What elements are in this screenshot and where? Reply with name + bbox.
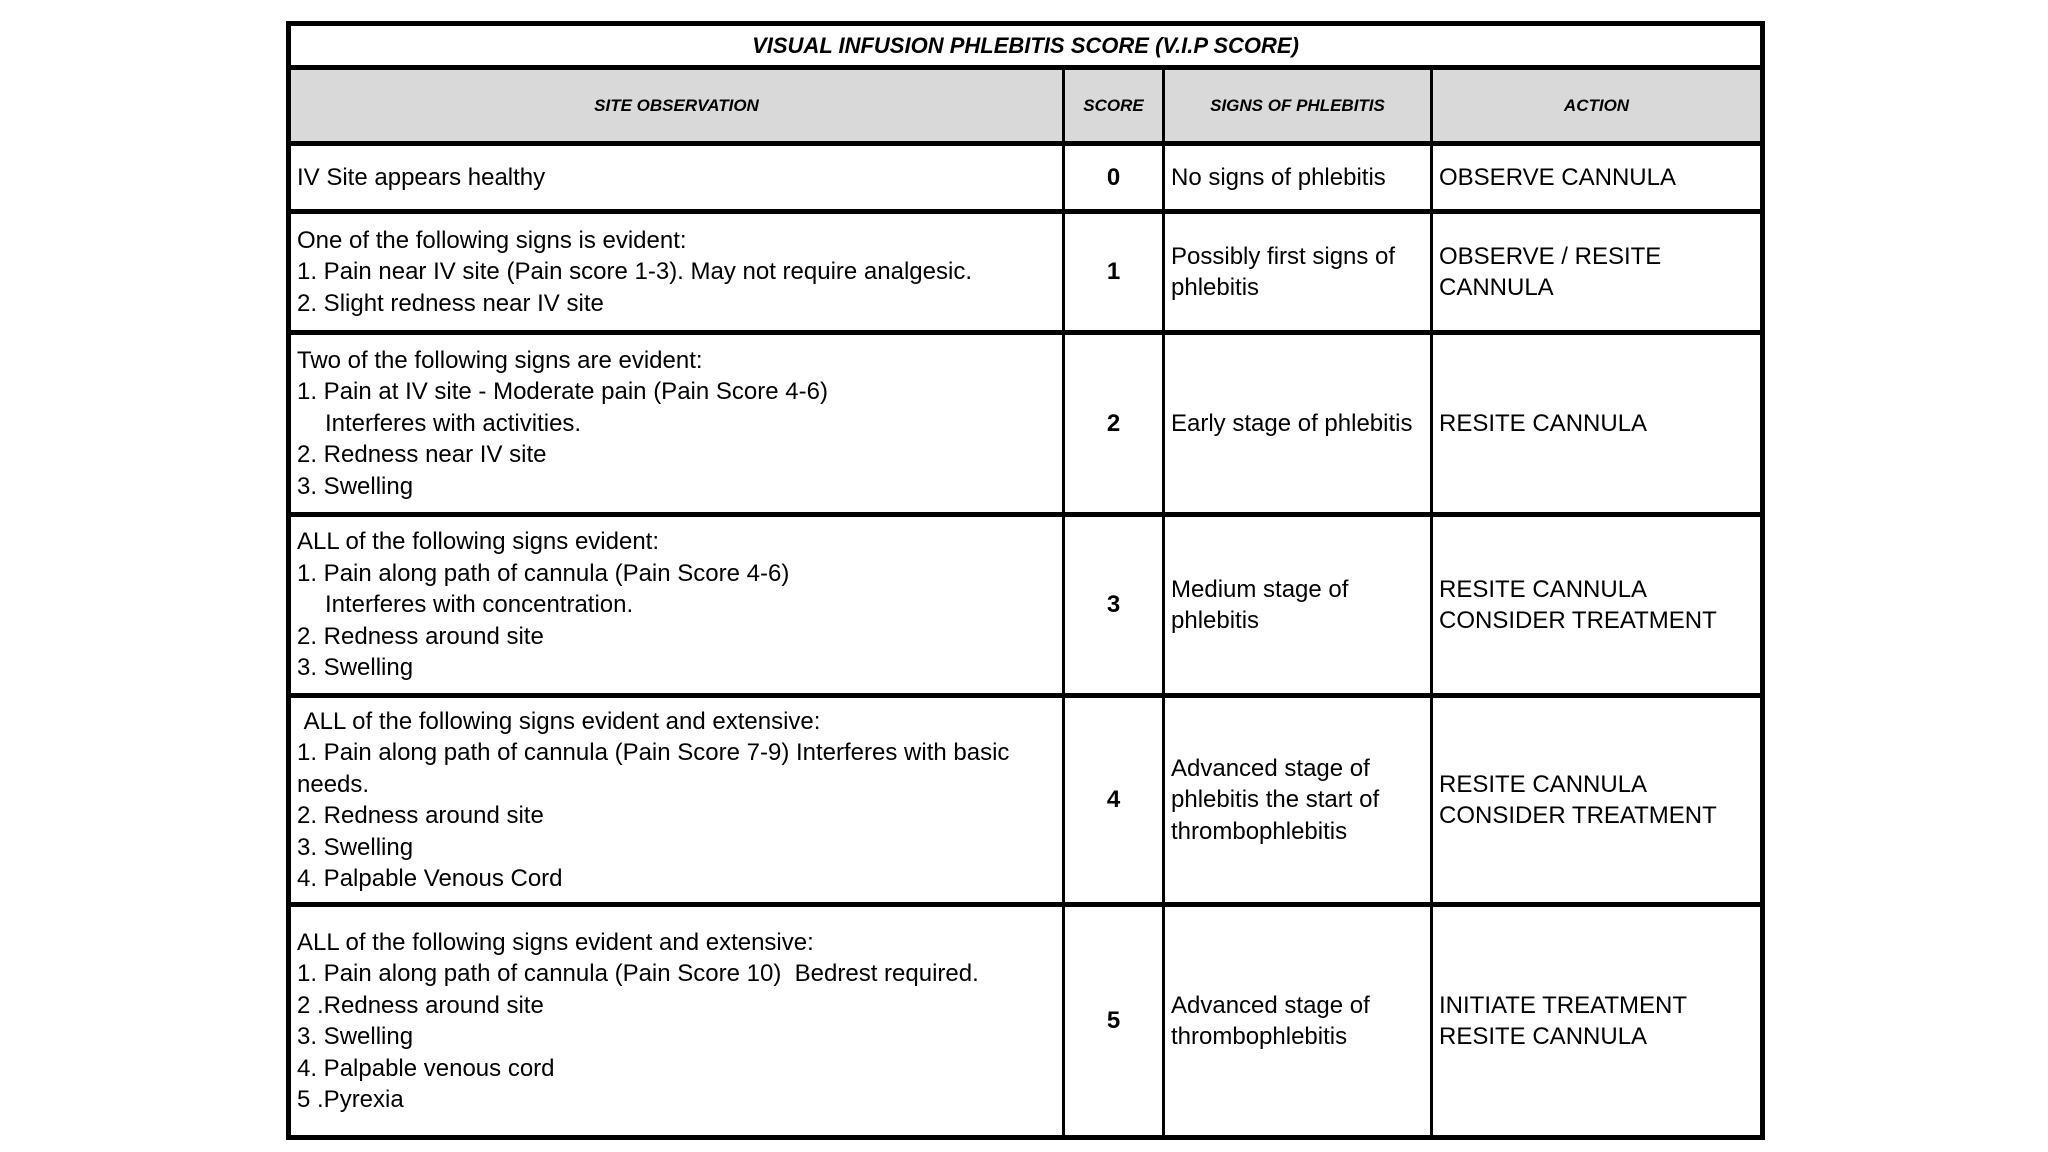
observation-line: ALL of the following signs evident:	[297, 528, 660, 556]
action-line: OBSERVE / RESITE CANNULA	[1439, 242, 1662, 301]
header-signs-of-phlebitis: SIGNS OF PHLEBITIS	[1164, 68, 1432, 144]
header-site-observation: SITE OBSERVATION	[289, 68, 1064, 144]
table-row	[289, 696, 1763, 905]
action-cell	[1432, 144, 1763, 212]
action-line: INITIATE TREATMENT	[1439, 991, 1688, 1019]
signs-cell: Advanced stage of phlebitis the start of thrombophlebitis	[1164, 696, 1432, 905]
site-observation-cell	[289, 144, 1064, 212]
table-row	[289, 333, 1763, 515]
site-observation-cell	[289, 515, 1064, 696]
observation-line: 2. Redness around site	[297, 802, 544, 829]
observation-line: 2. Slight redness near IV site	[297, 289, 604, 317]
observation-line: 1. Pain at IV site - Moderate pain (Pain Score 4-6)	[297, 378, 828, 406]
vip-score-table	[286, 21, 1765, 1140]
observation-line: 1. Pain along path of cannula (Pain Score 4-6)	[297, 559, 790, 587]
signs-cell: Medium stage of phlebitis	[1164, 515, 1432, 696]
observation-line: ALL of the following signs evident and extensive:	[297, 707, 821, 735]
site-observation-cell	[289, 905, 1064, 1138]
action-line: CONSIDER TREATMENT	[1439, 607, 1717, 634]
score-cell: 4	[1064, 696, 1164, 905]
table-row	[289, 212, 1763, 333]
header-score: SCORE	[1064, 68, 1164, 144]
observation-line: 4. Palpable Venous Cord	[297, 865, 563, 892]
score-cell: 1	[1064, 212, 1164, 333]
table-row	[289, 905, 1763, 1138]
header-action: ACTION	[1432, 68, 1763, 144]
signs-cell: No signs of phlebitis	[1164, 144, 1432, 212]
score-cell: 2	[1064, 333, 1164, 515]
observation-line: 1. Pain near IV site (Pain score 1-3). May not require analgesic.	[297, 258, 972, 286]
signs-cell: Possibly first signs of phlebitis	[1164, 212, 1432, 333]
header-row	[289, 68, 1763, 144]
site-observation-cell	[289, 696, 1064, 905]
score-cell: 0	[1064, 144, 1164, 212]
site-observation-cell	[289, 212, 1064, 333]
action-cell	[1432, 905, 1763, 1138]
action-cell	[1432, 212, 1763, 333]
observation-line: ALL of the following signs evident and extensive:	[297, 928, 814, 956]
action-line: CONSIDER TREATMENT	[1439, 802, 1717, 829]
signs-cell: Early stage of phlebitis	[1164, 333, 1432, 515]
observation-line: 3. Swelling	[297, 1023, 414, 1050]
observation-line: 1. Pain along path of cannula (Pain Score 7-9) Interferes with basic needs.	[297, 739, 1017, 798]
observation-line: One of the following signs is evident:	[297, 226, 687, 254]
observation-line: IV Site appears healthy	[297, 163, 546, 191]
observation-line: 2. Redness around site	[297, 622, 544, 650]
observation-line: 3. Swelling	[297, 472, 414, 500]
score-cell: 5	[1064, 905, 1164, 1138]
action-cell	[1432, 515, 1763, 696]
table-row	[289, 515, 1763, 696]
action-line: OBSERVE CANNULA	[1439, 163, 1676, 191]
observation-line: 4. Palpable venous cord	[297, 1054, 555, 1082]
signs-cell: Advanced stage of thrombophlebitis	[1164, 905, 1432, 1138]
action-line: RESITE CANNULA	[1439, 575, 1648, 603]
action-line: RESITE CANNULA	[1439, 409, 1648, 437]
table-title: VISUAL INFUSION PHLEBITIS SCORE (V.I.P SCORE)	[289, 24, 1763, 68]
observation-line: 5 .Pyrexia	[297, 1086, 404, 1113]
action-cell	[1432, 696, 1763, 905]
observation-line: Interferes with concentration.	[325, 591, 634, 619]
title-row	[289, 24, 1763, 68]
observation-line: 1. Pain along path of cannula (Pain Score 10) Bedrest required.	[297, 960, 979, 987]
action-line: RESITE CANNULA	[1439, 1023, 1648, 1050]
observation-line: Two of the following signs are evident:	[297, 346, 703, 374]
site-observation-cell	[289, 333, 1064, 515]
action-cell	[1432, 333, 1763, 515]
score-cell: 3	[1064, 515, 1164, 696]
action-line: RESITE CANNULA	[1439, 770, 1648, 798]
observation-line: Interferes with activities.	[325, 409, 582, 437]
observation-line: 2 .Redness around site	[297, 991, 544, 1019]
observation-line: 3. Swelling	[297, 654, 414, 682]
observation-line: 2. Redness near IV site	[297, 441, 547, 469]
observation-line: 3. Swelling	[297, 833, 414, 861]
table-row	[289, 144, 1763, 212]
